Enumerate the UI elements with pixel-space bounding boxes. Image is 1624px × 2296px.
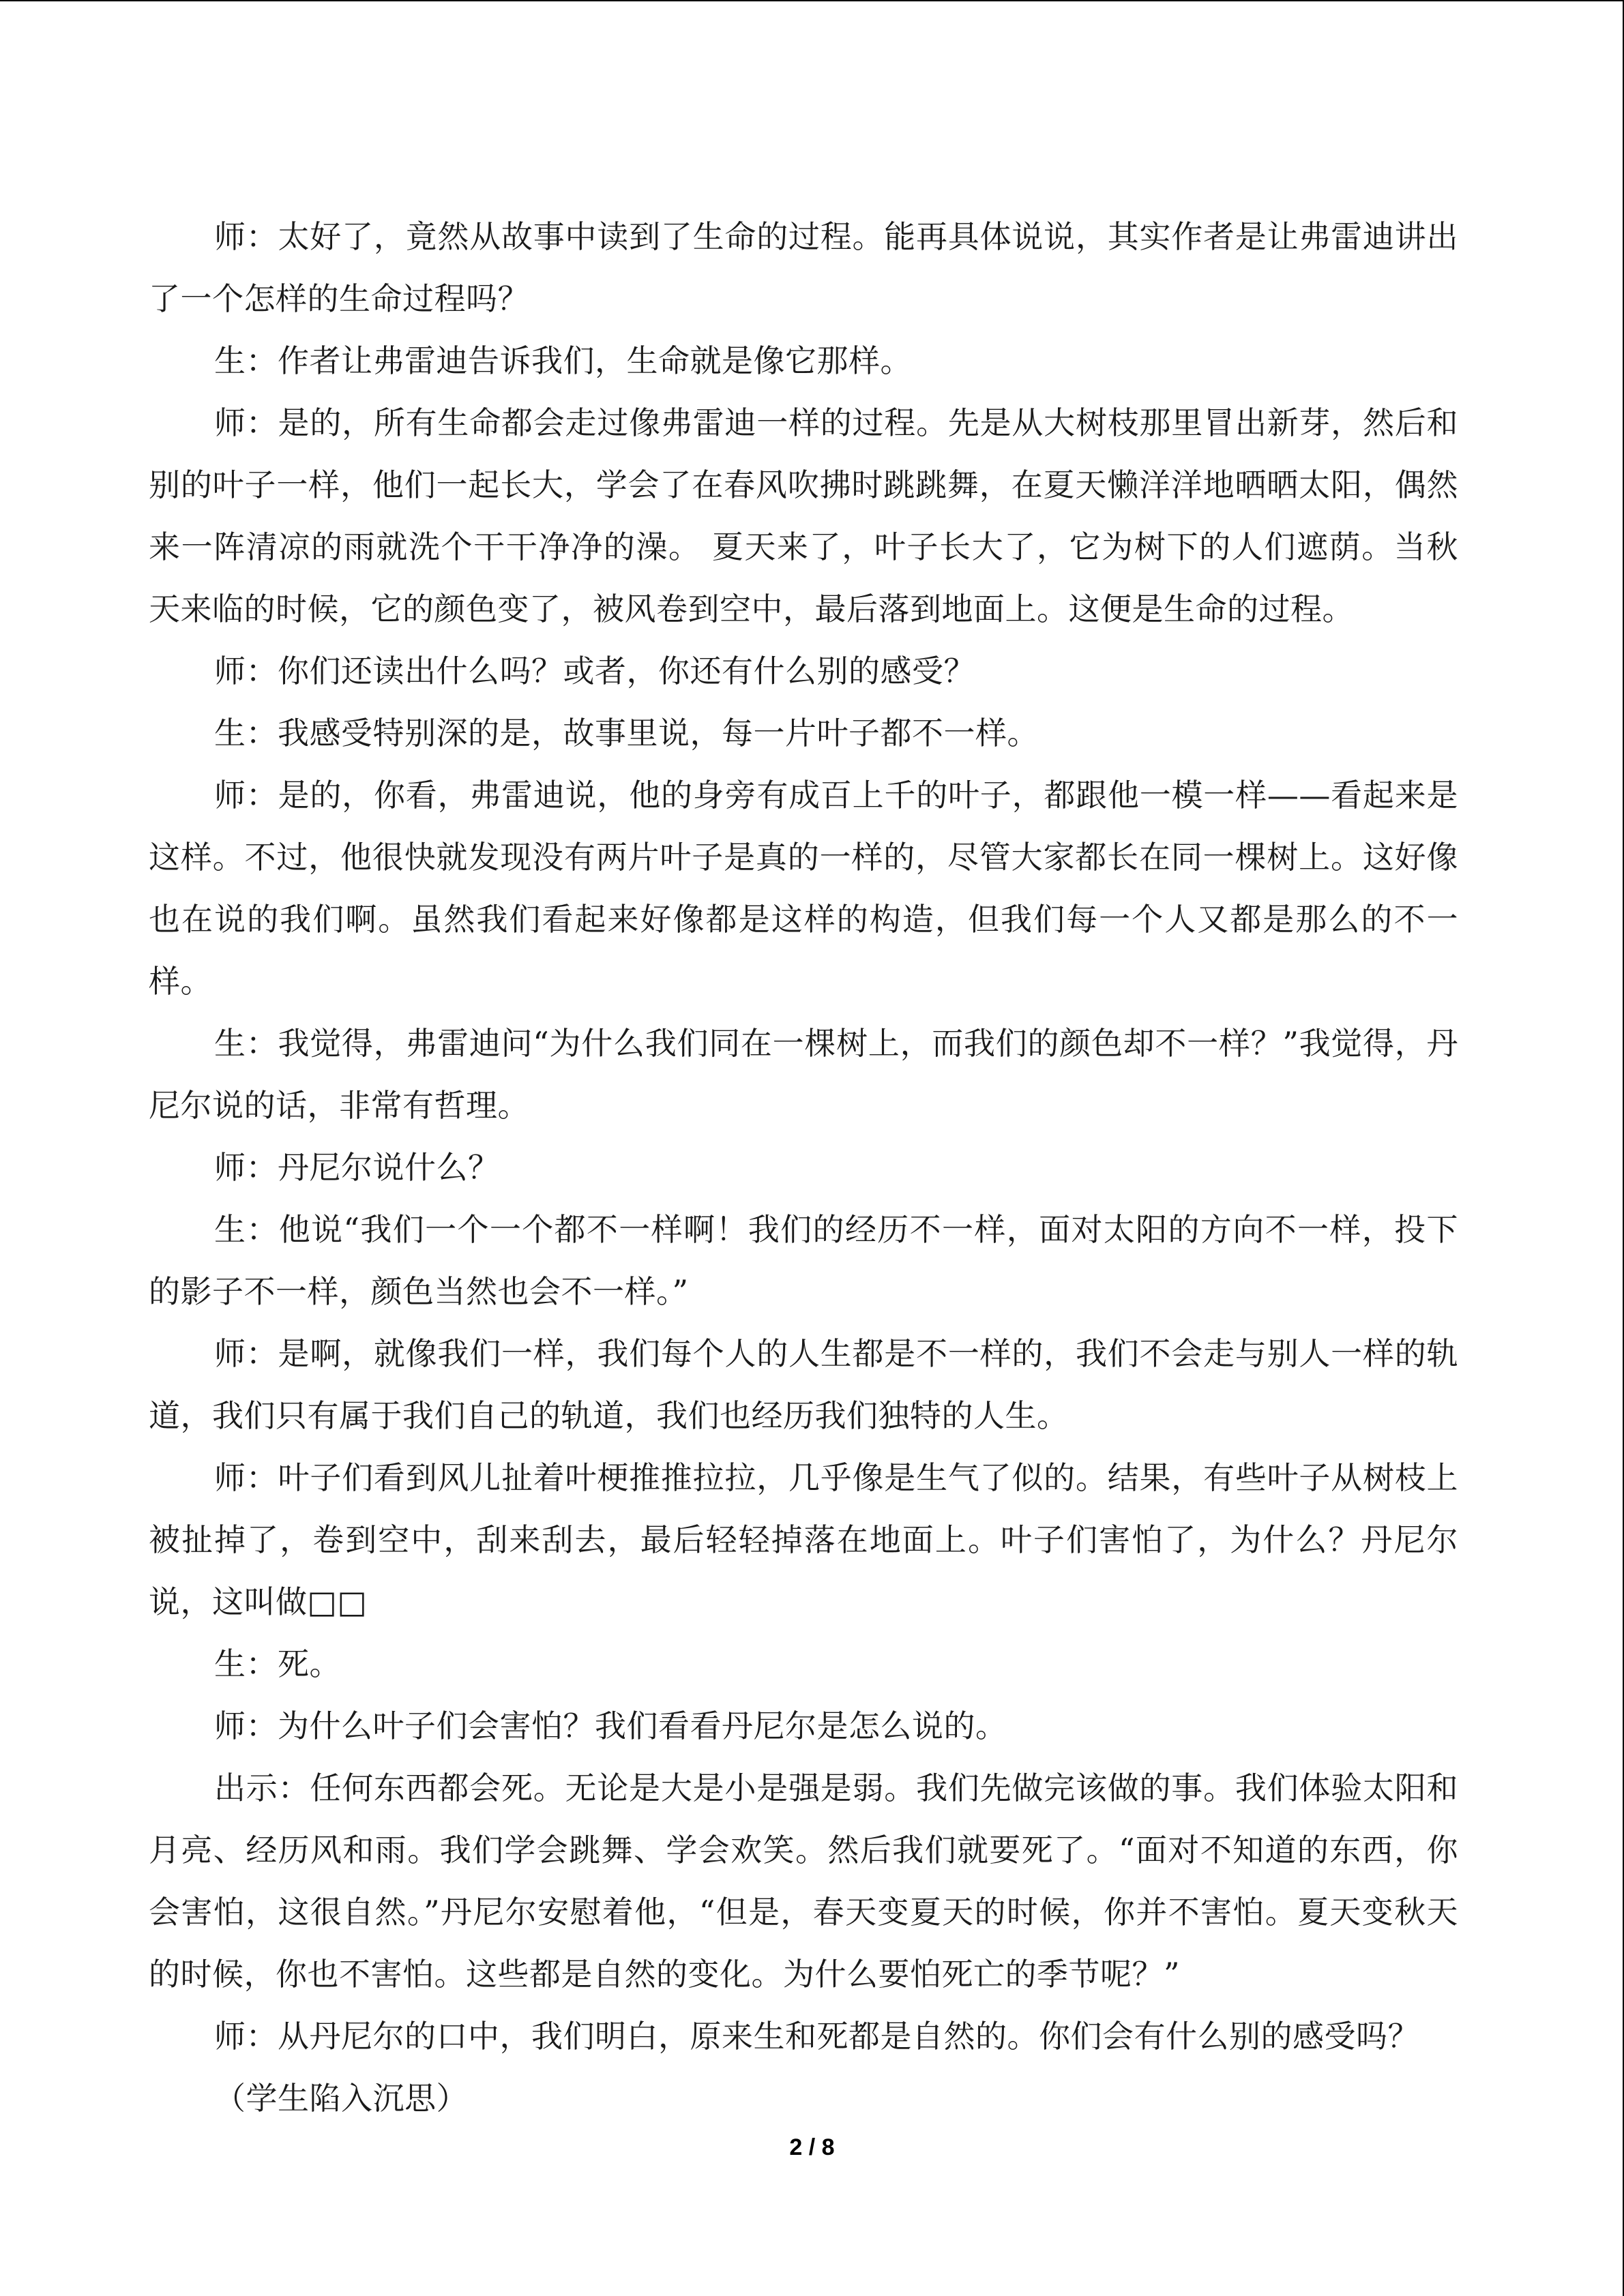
paragraph-8: 师：丹尼尔说什么？ [214,1149,500,1186]
paragraph-11: 师：叶子们看到风儿扯着叶梗推推拉拉，几乎像是生气了似的。结果，有些叶子从树枝上被扯掉了，卷到空中，刮来刮去，最后轻轻掉落在地面上。叶子们害怕了，为什么？丹尼尔说，这叫做□□ [149,1459,1458,1620]
paragraph-4: 师：你们还读出什么吗？或者，你还有什么别的感受？ [214,653,975,689]
paragraph-15: 师：从丹尼尔的口中，我们明白，原来生和死都是自然的。你们会有什么别的感受吗？ [214,2018,1419,2055]
paragraph-5: 生：我感受特别深的是，故事里说，每一片叶子都不一样。 [214,715,1039,751]
paragraph-10: 师：是啊，就像我们一样，我们每个人的人生都是不一样的，我们不会走与别人一样的轨道，我们只有属于我们自己的轨道，我们也经历我们独特的人生。 [149,1335,1458,1434]
paragraph-7: 生：我觉得，弗雷迪问“为什么我们同在一棵树上，而我们的颜色却不一样？”我觉得，丹尼尔说的话，非常有哲理。 [149,1025,1458,1124]
paragraph-12: 生：死。 [214,1645,341,1682]
page-number: 2 / 8 [789,2134,835,2160]
paragraph-6: 师：是的，你看，弗雷迪说，他的身旁有成百上千的叶子，都跟他一模一样——看起来是这样。不过，他很快就发现没有两片叶子是真的一样的，尽管大家都长在同一棵树上。这好像也在说的我们啊。虽然我们看起来好像都是这样的构造，但我们每一个人又都是那么的不一样。 [149,777,1458,1000]
paragraph-16: （学生陷入沉思） [214,2080,468,2117]
paragraph-3: 师：是的，所有生命都会走过像弗雷迪一样的过程。先是从大树枝那里冒出新芽，然后和别的叶子一样，他们一起长大，学会了在春风吹拂时跳跳舞，在夏天懒洋洋地晒晒太阳，偶然来一阵清凉的雨就洗个干干净净的澡。 夏天来了，叶子长大了，它为树下的人们遮荫。当秋天来临的时候，它的颜色变了，被风卷到空中，最后落到地面上。这便是生命的过程。 [149,404,1458,627]
paragraph-14: 出示：任何东西都会死。无论是大是小是强是弱。我们先做完该做的事。我们体验太阳和月亮、经历风和雨。我们学会跳舞、学会欢笑。然后我们就要死了。“面对不知道的东西，你会害怕，这很自然。”丹尼尔安慰着他，“但是，春天变夏天的时候，你并不害怕。夏天变秋天的时候，你也不害怕。这些都是自然的变化。为什么要怕死亡的季节呢？” [149,1770,1458,1993]
paragraph-2: 生：作者让弗雷迪告诉我们，生命就是像它那样。 [214,342,912,379]
paragraph-1: 师：太好了，竟然从故事中读到了生命的过程。能再具体说说，其实作者是让弗雷迪讲出了一个怎样的生命过程吗？ [149,218,1458,317]
paragraph-13: 师：为什么叶子们会害怕？我们看看丹尼尔是怎么说的。 [214,1708,1007,1744]
paragraph-9: 生：他说“我们一个一个都不一样啊！我们的经历不一样，面对太阳的方向不一样，投下的影子不一样，颜色当然也会不一样。” [149,1211,1458,1310]
document-body [149,206,1458,2130]
